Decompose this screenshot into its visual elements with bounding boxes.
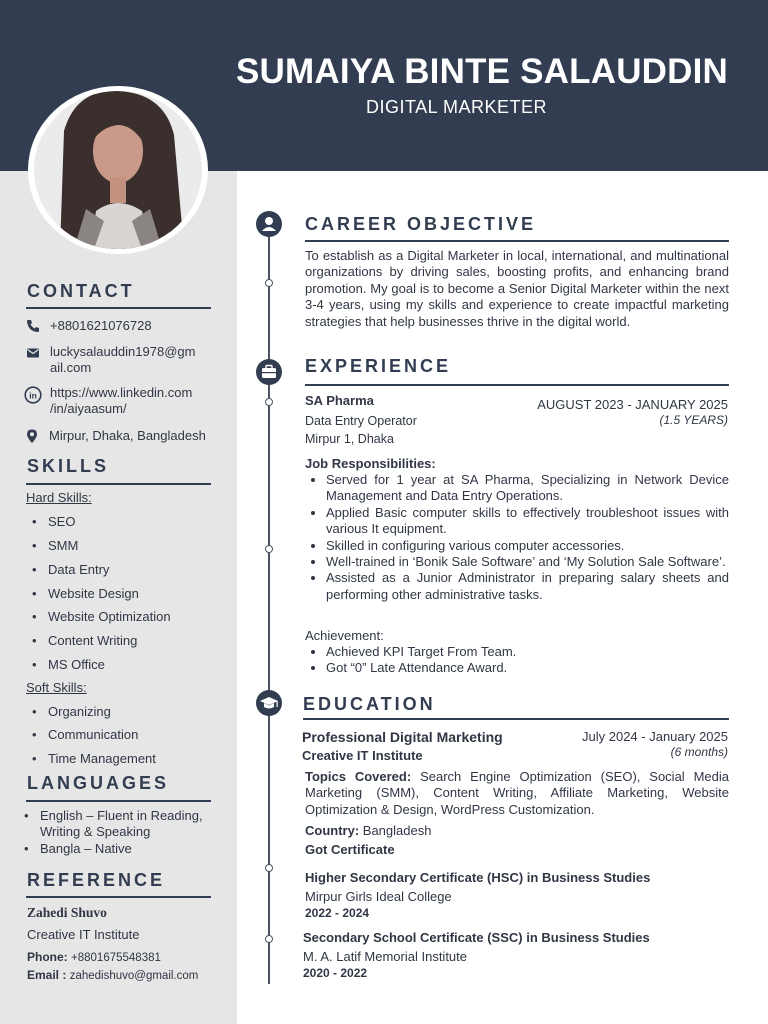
education-1-institute: Creative IT Institute	[302, 748, 423, 763]
objective-text: To establish as a Digital Marketer in local, international, and multinational organizations by driving sales, boosting profits, and enhancing brand promotion. My goal is to become a Senior Digital Marketer within the next 3-4 years, using my skills and experience to create impactful marketing strategies that help businesses thrive in the digital world.	[305, 248, 729, 329]
profile-photo	[34, 91, 202, 249]
languages-divider	[26, 800, 211, 802]
education-1-country	[305, 823, 431, 838]
achievement-label: Achievement:	[305, 628, 384, 643]
education-3-title: Secondary School Certificate (SSC) in Business Studies	[303, 930, 650, 945]
education-1-dates: July 2024 - January 2025	[582, 729, 728, 744]
responsibility-item: • Skilled in configuring various computer accessories.	[326, 538, 729, 554]
location-pin-icon	[24, 428, 40, 444]
contact-address: Mirpur, Dhaka, Bangladesh	[49, 428, 206, 443]
education-2-institute: Mirpur Girls Ideal College	[305, 889, 452, 904]
education-1-topics-label: Topics Covered:	[305, 769, 412, 784]
education-divider	[303, 718, 729, 720]
hard-skill-item: • Content Writing	[48, 633, 137, 648]
svg-text:in: in	[29, 390, 37, 401]
education-1-certificate: Got Certificate	[305, 842, 395, 857]
achievement-list	[305, 644, 729, 677]
reference-phone-label: Phone:	[27, 950, 68, 964]
hard-skill-item: • Data Entry	[48, 562, 109, 577]
reference-phone-value: +8801675548381	[71, 952, 161, 964]
timeline-dot	[265, 935, 273, 943]
soft-skill-item: • Organizing	[48, 704, 111, 719]
hard-skill-item: • Website Optimization	[48, 609, 171, 624]
experience-heading: EXPERIENCE	[305, 356, 452, 376]
reference-name: Zahedi Shuvo	[27, 905, 107, 920]
responsibility-item: • Served for 1 year at SA Pharma, Specializing in Network Device Management and Data Entry Operations.	[326, 472, 729, 505]
language-item-bangla: • Bangla – Native	[24, 841, 132, 856]
achievement-item: • Got “0” Late Attendance Award.	[326, 660, 729, 676]
soft-skills-label: Soft Skills:	[26, 680, 87, 695]
reference-email	[27, 967, 198, 984]
responsibility-item: • Well-trained in ‘Bonik Sale Software’ and ‘My Solution Sale Software’.	[326, 554, 729, 570]
responsibility-item: • Applied Basic computer skills to effectively troubleshoot issues with various It equipment.	[326, 505, 729, 538]
responsibilities-label: Job Responsibilities:	[305, 456, 436, 471]
email-icon	[25, 345, 41, 361]
achievement-item: • Achieved KPI Target From Team.	[326, 644, 729, 660]
phone-icon	[25, 318, 41, 334]
candidate-title: DIGITAL MARKETER	[366, 97, 548, 117]
experience-dates: AUGUST 2023 - JANUARY 2025	[537, 397, 728, 412]
experience-location: Mirpur 1, Dhaka	[305, 432, 394, 446]
timeline-dot	[265, 545, 273, 553]
responsibility-item: • Assisted as a Junior Administrator in preparing salary sheets and performing other administrative tasks.	[326, 570, 729, 603]
contact-linkedin-line1: https://www.linkedin.com	[50, 385, 193, 400]
experience-position: Data Entry Operator	[305, 414, 417, 428]
education-1-topics	[305, 769, 729, 818]
language-bangla-text: Bangla – Native	[40, 841, 132, 856]
education-2-title: Higher Secondary Certificate (HSC) in Business Studies	[305, 870, 651, 885]
experience-company: SA Pharma	[305, 393, 374, 408]
candidate-name: SUMAIYA BINTE SALAUDDIN	[236, 52, 729, 91]
soft-skill-item: • Time Management	[48, 751, 156, 766]
hard-skill-item: • MS Office	[48, 657, 105, 672]
education-3-institute: M. A. Latif Memorial Institute	[303, 949, 468, 964]
linkedin-icon	[24, 386, 42, 404]
education-1-duration: (6 months)	[670, 745, 728, 759]
education-3-years: 2020 - 2022	[303, 966, 368, 980]
education-heading: EDUCATION	[303, 694, 436, 714]
education-1-country-value: Bangladesh	[359, 823, 432, 838]
contact-heading: CONTACT	[27, 281, 135, 301]
skills-heading: SKILLS	[27, 456, 110, 476]
language-english-line1: English – Fluent in Reading,	[40, 808, 203, 823]
reference-heading: REFERENCE	[27, 870, 166, 890]
contact-linkedin[interactable]	[50, 385, 192, 417]
experience-duration: (1.5 YEARS)	[659, 413, 728, 427]
reference-phone	[27, 949, 161, 966]
contact-email[interactable]	[50, 344, 195, 376]
objective-divider	[305, 240, 729, 242]
contact-email-line2: ail.com	[50, 360, 92, 375]
reference-divider	[26, 896, 211, 898]
experience-divider	[305, 384, 729, 386]
person-icon	[256, 211, 282, 237]
contact-divider	[26, 307, 211, 309]
timeline-dot	[265, 398, 273, 406]
hard-skill-item: • Website Design	[48, 586, 139, 601]
education-1-topics-text: Search Engine Optimization (SEO), Social Media Marketing (SMM), Content Writing, Affiliate Marketing, Website Optimization & Design, WordPress Customization.	[305, 769, 729, 817]
reference-organization: Creative IT Institute	[27, 927, 140, 942]
objective-heading: CAREER OBJECTIVE	[305, 214, 537, 234]
timeline-dot	[265, 279, 273, 287]
education-1-title: Professional Digital Marketing	[302, 729, 503, 745]
contact-phone[interactable]: +8801621076728	[50, 318, 152, 333]
timeline-dot	[265, 864, 273, 872]
soft-skill-item: • Communication	[48, 727, 138, 742]
hard-skill-item: • SMM	[48, 538, 78, 553]
reference-email-label: Email :	[27, 968, 67, 982]
hard-skill-item: • SEO	[48, 514, 75, 529]
language-english-line2: Writing & Speaking	[40, 824, 151, 839]
hard-skills-label: Hard Skills:	[26, 490, 92, 505]
reference-email-value[interactable]: zahedishuvo@gmail.com	[69, 970, 199, 982]
language-item-english: • English – Fluent in Reading, Writing & Speaking	[24, 808, 203, 839]
responsibilities-list	[305, 472, 729, 603]
graduation-cap-icon	[256, 690, 282, 716]
briefcase-icon	[256, 359, 282, 385]
languages-heading: LANGUAGES	[27, 773, 170, 793]
contact-linkedin-line2: /in/aiyaasum/	[50, 401, 127, 416]
skills-divider	[26, 483, 211, 485]
education-2-years: 2022 - 2024	[305, 906, 370, 920]
contact-email-line1: luckysalauddin1978@gm	[50, 344, 196, 359]
education-1-country-label: Country:	[305, 823, 360, 838]
